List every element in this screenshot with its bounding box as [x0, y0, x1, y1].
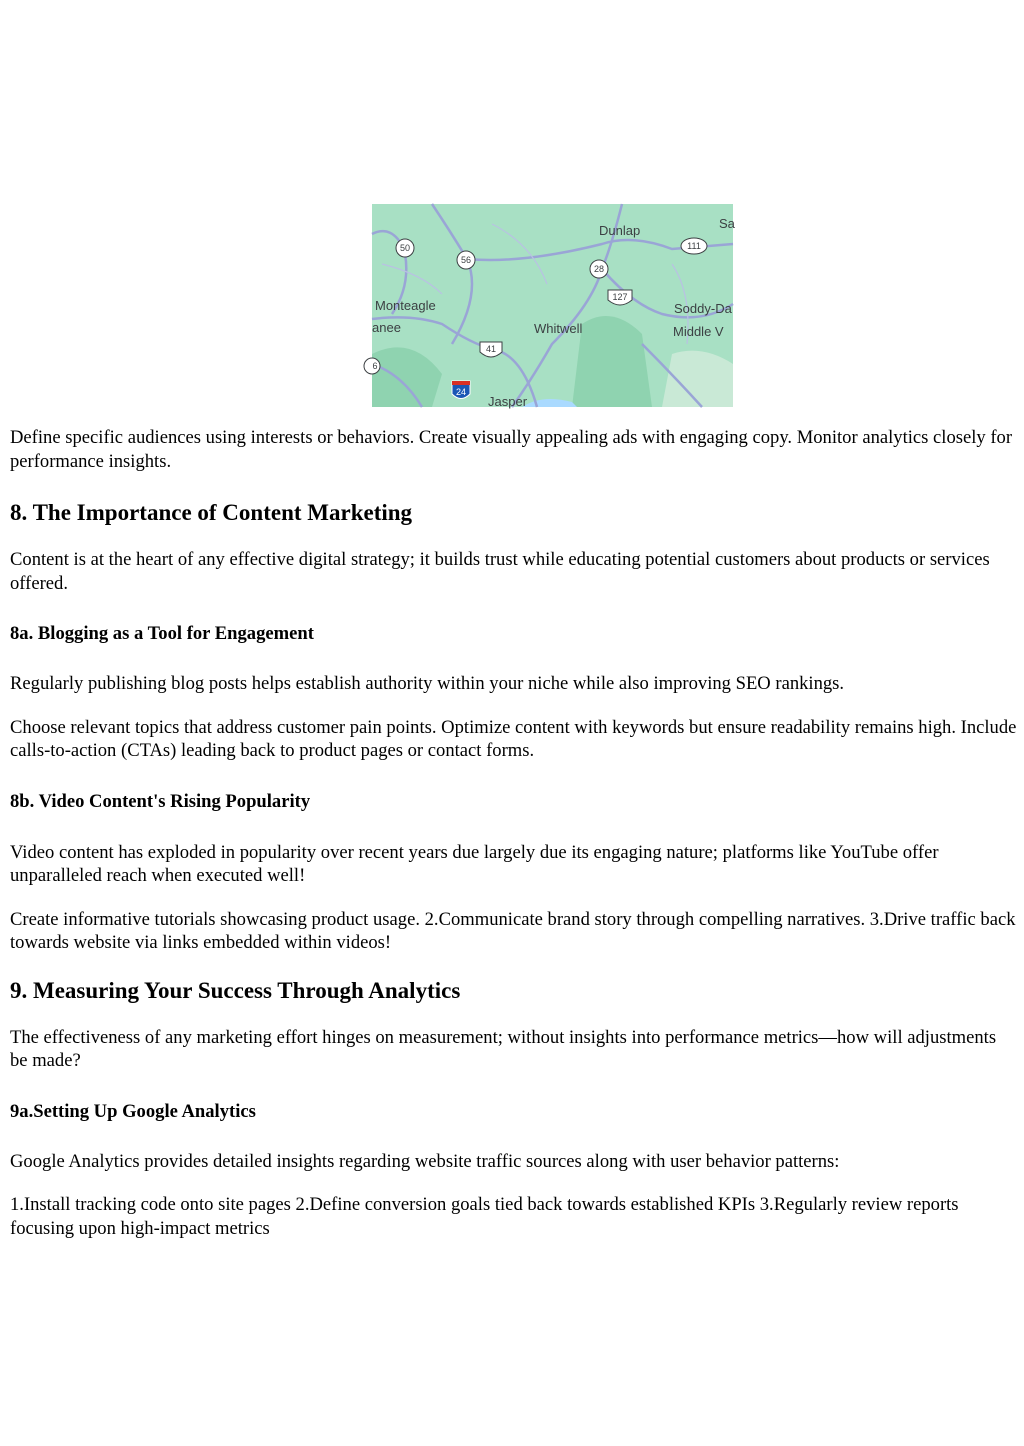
route-shield-50	[396, 239, 414, 257]
map-graphic	[372, 204, 733, 407]
place-label-soddy-daisy: Soddy-Da	[674, 301, 732, 316]
section-8b-heading: 8b. Video Content's Rising Popularity	[10, 790, 311, 812]
svg-text:28: 28	[593, 264, 605, 274]
section-9a-paragraph-2: 1.Install tracking code onto site pages 2.Define conversion goals tied back towards established KPIs 3.Regularly review reports focusing upon high-impact metrics	[10, 1194, 959, 1239]
svg-text:41: 41	[485, 344, 497, 354]
intro-paragraph: Define specific audiences using interests or behaviors. Create visually appealing ads with engaging copy. Monitor analytics closely for performance insights.	[10, 427, 1013, 472]
svg-text:127: 127	[612, 292, 628, 302]
section-8-paragraph: Content is at the heart of any effective digital strategy; it builds trust while educating potential customers about products or services offered.	[10, 549, 990, 594]
route-shield-6	[364, 358, 380, 374]
svg-text:6: 6	[372, 361, 378, 371]
route-shield-127	[608, 290, 632, 305]
place-label-whitwell: Whitwell	[534, 321, 583, 336]
section-8a-paragraph-1: Regularly publishing blog posts helps establish authority within your niche while also improving SEO rankings.	[10, 673, 845, 694]
interstate-shield-24	[452, 381, 470, 399]
route-shield-111	[681, 238, 707, 254]
route-shield-28	[590, 260, 608, 278]
route-shield-56	[457, 251, 475, 269]
section-9-paragraph: The effectiveness of any marketing effort hinges on measurement; without insights into performance metrics—how will adjustments be made?	[10, 1026, 997, 1071]
section-8a-heading: 8a. Blogging as a Tool for Engagement	[10, 623, 314, 644]
section-8b-paragraph-1: Video content has exploded in popularity over recent years due largely due its engaging nature; platforms like YouTube offer unparalleled reach when executed well!	[10, 841, 939, 886]
svg-text:50: 50	[399, 243, 411, 253]
place-label-anee: anee	[372, 320, 401, 335]
place-label-jasper: Jasper	[488, 394, 528, 409]
section-8a-paragraph-2: Choose relevant topics that address customer pain points. Optimize content with keywords but ensure readability remains high. Include calls-to-action (CTAs) leading back to product pages or contact forms.	[10, 716, 1017, 761]
place-label-sa: Sa	[719, 216, 735, 231]
section-9a-heading: 9a.Setting Up Google Analytics	[10, 1100, 256, 1122]
section-9a-paragraph-1: Google Analytics provides detailed insights regarding website traffic sources along with user behavior patterns:	[10, 1150, 840, 1172]
place-label-monteagle: Monteagle	[375, 298, 436, 313]
svg-text:24: 24	[455, 387, 467, 397]
section-8b-paragraph-2: Create informative tutorials showcasing product usage. 2.Communicate brand story through compelling narratives. 3.Drive traffic back towards website via links embedded within videos!	[10, 908, 1016, 953]
section-9-heading: 9. Measuring Your Success Through Analytics	[10, 977, 461, 1003]
map-image	[372, 204, 733, 407]
route-shield-41	[480, 342, 502, 357]
place-label-middle-valley: Middle V	[673, 324, 724, 339]
section-8-heading: 8. The Importance of Content Marketing	[10, 500, 413, 525]
urban-area	[662, 351, 733, 407]
svg-text:111: 111	[687, 241, 701, 251]
place-label-dunlap: Dunlap	[599, 223, 641, 238]
svg-text:56: 56	[460, 255, 472, 265]
article-content	[10, 426, 1018, 1240]
